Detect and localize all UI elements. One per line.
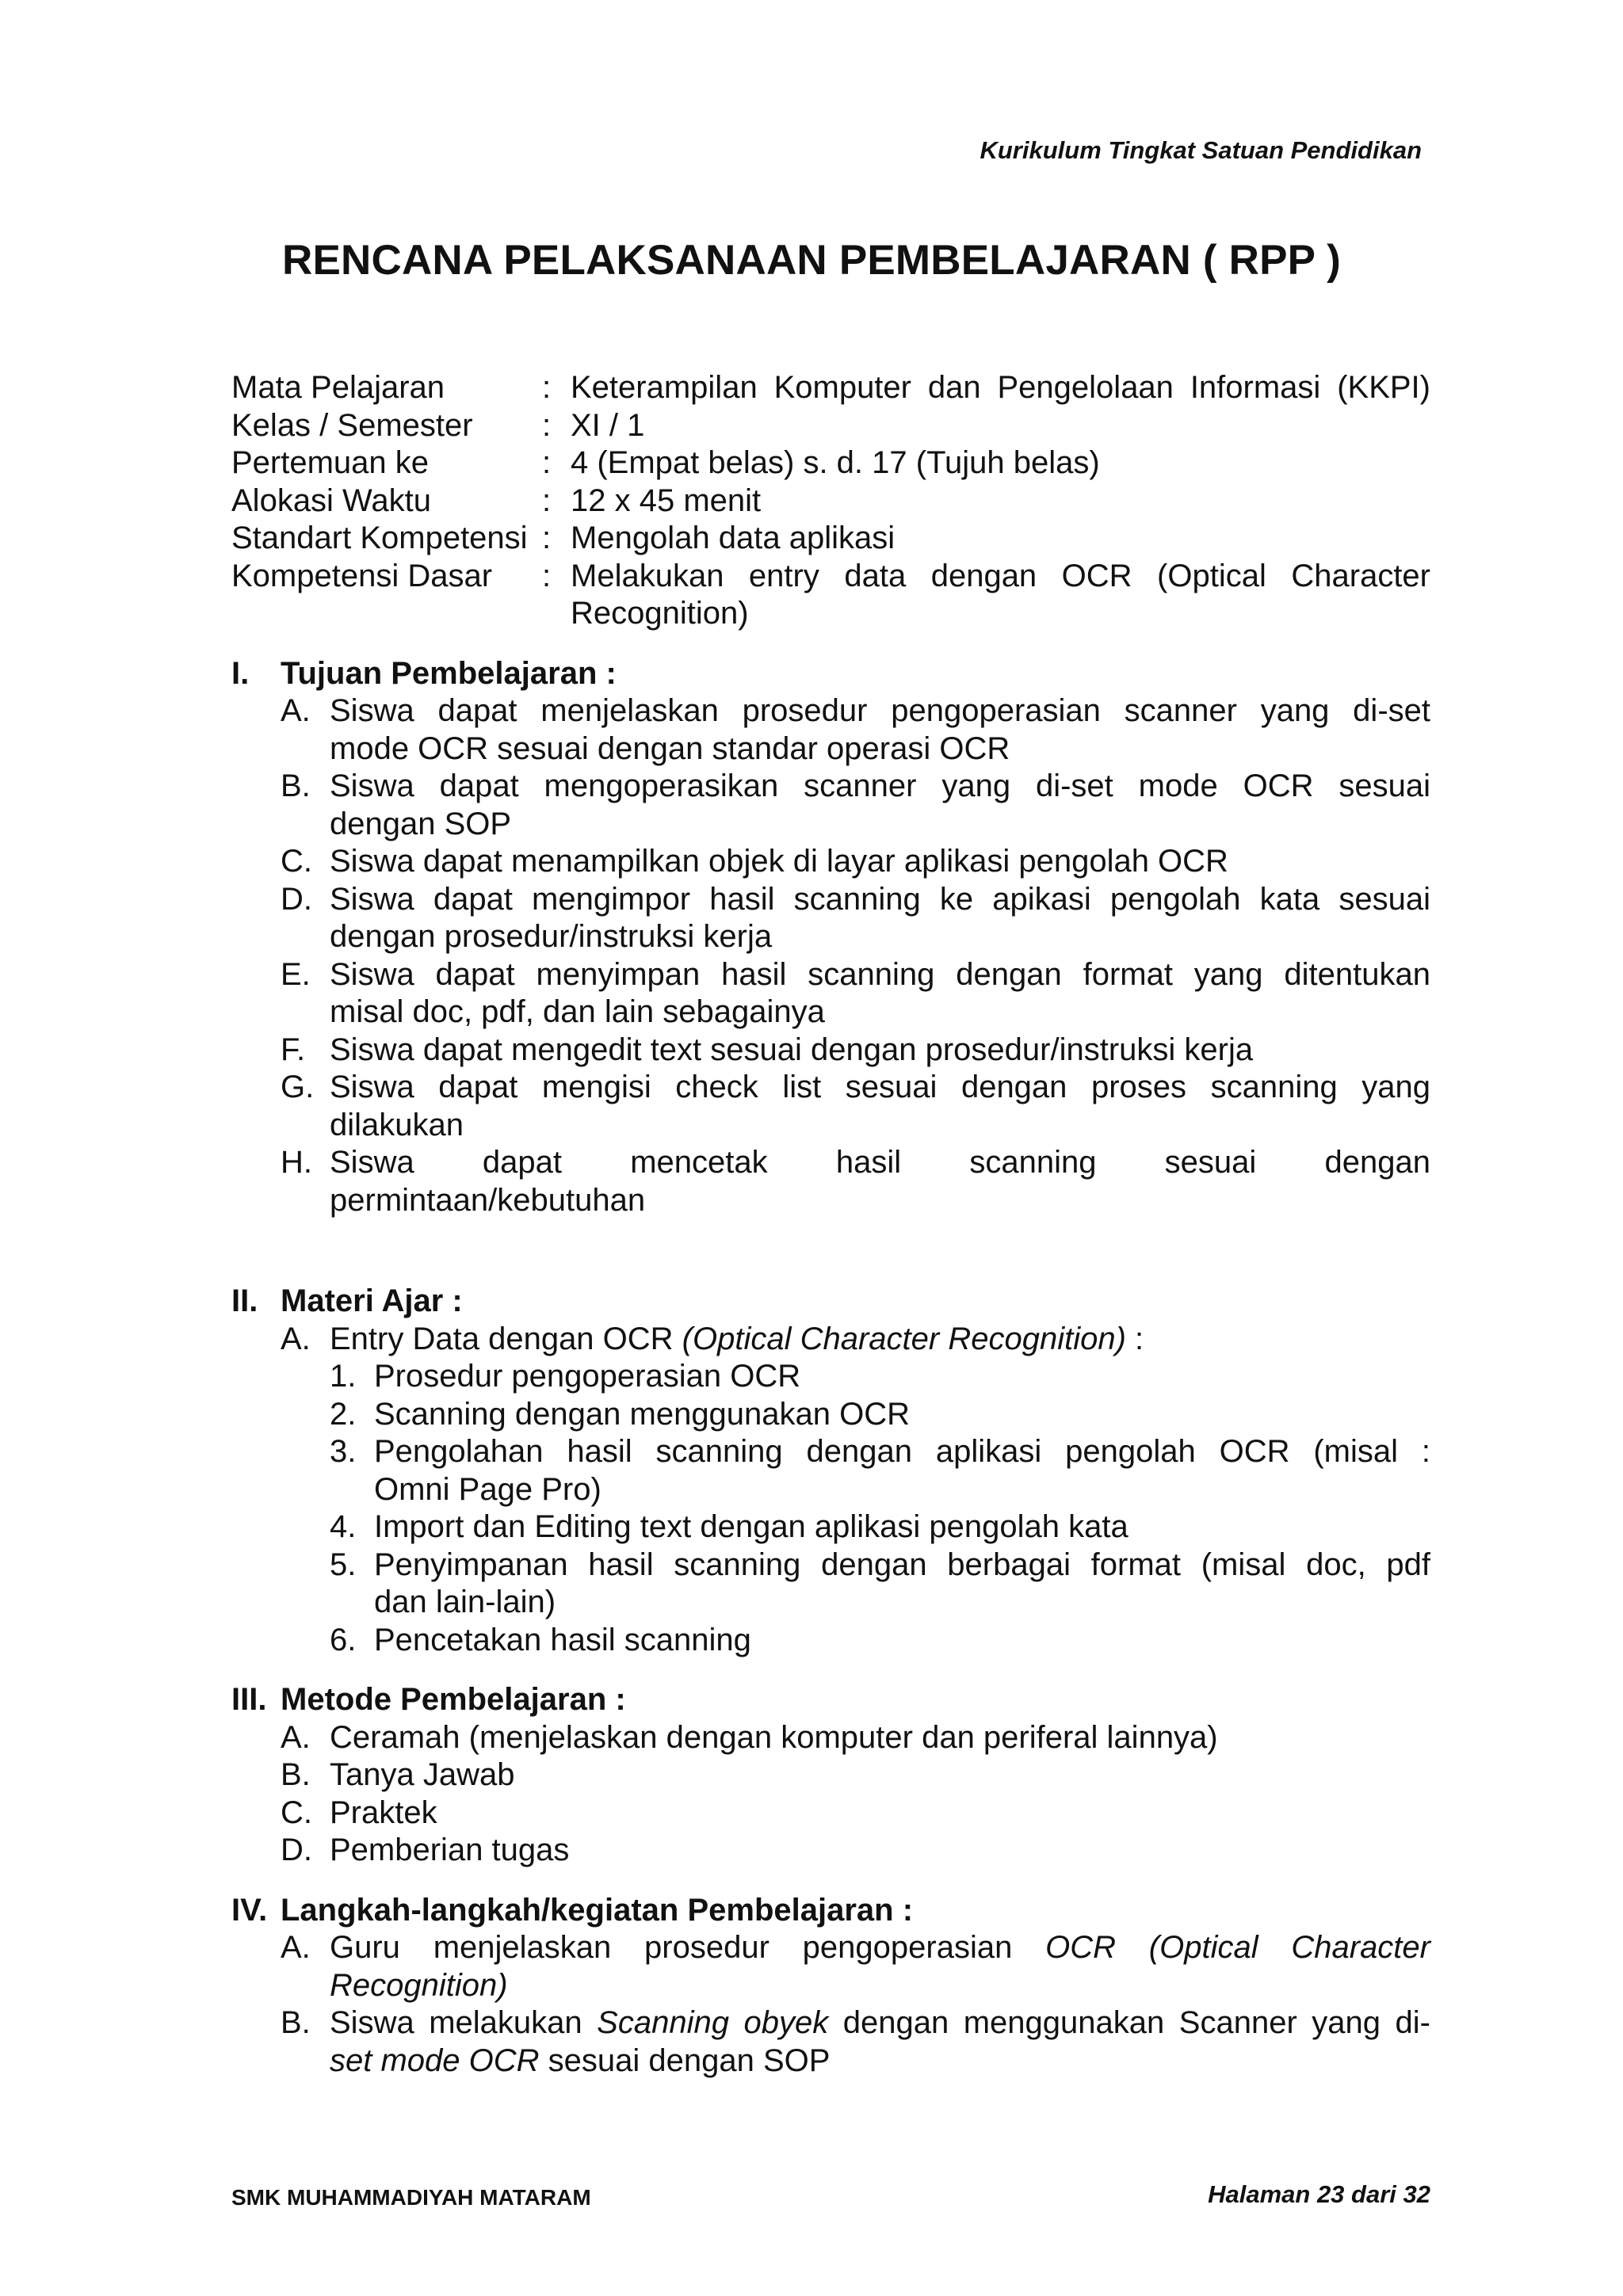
info-label: Standart Kompetensi <box>231 521 528 555</box>
info-row <box>231 482 1430 521</box>
sub-list-item <box>231 1396 1430 1434</box>
item-line: Omni Page Pro) <box>374 1471 601 1507</box>
item-text <box>330 1929 1430 2004</box>
item-text: Praktek <box>330 1794 437 1830</box>
info-value: 12 x 45 menit <box>571 482 762 518</box>
footer-page-number: Halaman 23 dari 32 <box>1208 2180 1430 2208</box>
info-value: Mengolah data aplikasi <box>571 521 896 555</box>
section-metode <box>231 1681 1430 1870</box>
section-langkah <box>231 1892 1430 2081</box>
item-line: misal doc, pdf, dan lain sebagainya <box>330 994 825 1029</box>
info-colon: : <box>542 407 552 443</box>
item-text <box>330 1032 1430 1070</box>
list-item <box>231 768 1430 843</box>
item-line: Siswa dapat menampilkan objek di layar aplikasi pengolah OCR <box>330 844 1228 879</box>
item-line: Import dan Editing text dengan aplikasi pengolah kata <box>374 1509 1128 1544</box>
section-number: III. <box>231 1682 267 1717</box>
item-letter: C. <box>281 844 312 879</box>
item-text <box>330 881 1430 956</box>
info-value-line: Melakukan entry data dengan OCR (Optical Character <box>571 558 1430 593</box>
item-text-part: Entry Data dengan OCR <box>330 1321 682 1356</box>
item-letter: F. <box>281 1032 306 1067</box>
item-number: 2. <box>330 1396 357 1432</box>
info-row <box>231 369 1430 407</box>
section-materi <box>231 1283 1430 1659</box>
item-text: Pemberian tugas <box>330 1833 570 1867</box>
item-line <box>330 1929 1430 1967</box>
sub-list-item <box>231 1547 1430 1622</box>
item-text <box>374 1508 1430 1547</box>
info-row <box>231 558 1430 633</box>
item-text: Tanya Jawab <box>330 1757 515 1792</box>
info-row <box>231 520 1430 558</box>
info-value: XI / 1 <box>571 407 645 443</box>
info-label: Mata Pelajaran <box>231 370 445 405</box>
item-text-italic: Recognition) <box>330 1967 508 2003</box>
item-text <box>330 2004 1430 2080</box>
info-colon: : <box>542 370 552 405</box>
list-item <box>231 1069 1430 1144</box>
sub-list-item <box>231 1358 1430 1396</box>
item-letter: B. <box>281 769 311 803</box>
sub-list-item <box>231 1433 1430 1508</box>
info-colon: : <box>542 445 552 480</box>
item-line: Penyimpanan hasil scanning dengan berbagai format (misal doc, pdf <box>374 1547 1430 1582</box>
section-title: Langkah-langkah/kegiatan Pembelajaran : <box>281 1892 914 1928</box>
item-letter: A. <box>281 1930 311 1965</box>
item-letter: A. <box>281 1719 311 1755</box>
item-line <box>330 2004 1430 2042</box>
page-title: RENCANA PELAKSANAAN PEMBELAJARAN ( RPP ) <box>281 237 1342 284</box>
info-value: 4 (Empat belas) s. d. 17 (Tujuh belas) <box>571 445 1100 480</box>
section-number: I. <box>231 655 250 691</box>
item-line <box>330 1967 1430 2005</box>
info-colon: : <box>542 482 552 518</box>
item-line: Scanning dengan menggunakan OCR <box>374 1396 911 1432</box>
item-line: dan lain-lain) <box>374 1585 556 1619</box>
list-item <box>231 2004 1430 2080</box>
item-number: 1. <box>330 1359 357 1394</box>
info-row <box>231 407 1430 445</box>
item-letter: A. <box>281 1321 311 1356</box>
item-text <box>330 956 1430 1032</box>
list-item <box>231 1756 1430 1794</box>
item-text: Ceramah (menjelaskan dengan komputer dan periferal lainnya) <box>330 1719 1218 1755</box>
section-title: Tujuan Pembelajaran : <box>281 655 617 691</box>
section-heading <box>231 655 1430 693</box>
info-colon: : <box>542 521 552 555</box>
item-text-italic: (Optical Character Recognition) <box>682 1321 1126 1356</box>
info-label: Pertemuan ke <box>231 445 430 480</box>
item-text <box>374 1547 1430 1622</box>
item-text <box>330 1321 1430 1359</box>
section-heading <box>231 1283 1430 1321</box>
item-text <box>374 1396 1430 1434</box>
item-line: dengan SOP <box>330 806 512 841</box>
item-text <box>374 1358 1430 1396</box>
sub-list-item <box>231 1508 1430 1547</box>
item-text-part: : <box>1125 1321 1144 1356</box>
item-letter: A. <box>281 693 311 728</box>
item-line: Siswa dapat menyimpan hasil scanning dengan format yang ditentukan <box>330 956 1430 992</box>
item-letter: B. <box>281 1757 311 1792</box>
list-item <box>231 1144 1430 1219</box>
item-line <box>330 2042 1430 2081</box>
item-line: dilakukan <box>330 1107 464 1142</box>
section-tujuan <box>231 655 1430 1220</box>
item-text <box>330 768 1430 843</box>
item-number: 3. <box>330 1434 357 1469</box>
document-body <box>231 369 1430 2080</box>
list-item <box>231 692 1430 768</box>
item-line: Siswa dapat mengisi check list sesuai dengan proses scanning yang <box>330 1070 1430 1104</box>
item-letter: D. <box>281 1833 312 1867</box>
list-item <box>231 1321 1430 1359</box>
item-line: Pengolahan hasil scanning dengan aplikasi pengolah OCR (misal : <box>374 1434 1430 1469</box>
item-number: 6. <box>330 1622 357 1657</box>
footer-school: SMK MUHAMMADIYAH MATARAM <box>231 2185 591 2210</box>
list-item <box>231 956 1430 1032</box>
list-item <box>231 1032 1430 1070</box>
item-text-italic: Scanning obyek <box>597 2005 829 2040</box>
item-line: Siswa dapat mengimpor hasil scanning ke apikasi pengolah kata sesuai <box>330 881 1430 917</box>
section-title: Materi Ajar : <box>281 1283 463 1318</box>
item-line: Siswa dapat menjelaskan prosedur pengoperasian scanner yang di-set <box>330 693 1430 728</box>
section-heading <box>231 1681 1430 1719</box>
item-text-part: dengan menggunakan Scanner yang di- <box>828 2005 1430 2040</box>
section-heading <box>231 1892 1430 1930</box>
section-title: Metode Pembelajaran : <box>281 1682 626 1717</box>
item-line: permintaan/kebutuhan <box>330 1182 646 1218</box>
item-line: Prosedur pengoperasian OCR <box>374 1359 801 1394</box>
item-text-part: Guru menjelaskan prosedur pengoperasian <box>330 1930 1046 1965</box>
sub-list-item <box>231 1622 1430 1660</box>
item-text <box>330 692 1430 768</box>
item-line: Pencetakan hasil scanning <box>374 1622 751 1657</box>
item-letter: G. <box>281 1070 315 1104</box>
list-item <box>231 881 1430 956</box>
item-line: Siswa dapat mengedit text sesuai dengan prosedur/instruksi kerja <box>330 1032 1254 1067</box>
item-letter: E. <box>281 956 311 992</box>
item-letter: D. <box>281 881 312 917</box>
item-line: mode OCR sesuai dengan standar operasi OCR <box>330 730 1010 766</box>
info-row <box>231 444 1430 482</box>
item-text-italic: OCR (Optical Character <box>1045 1930 1430 1965</box>
item-text <box>330 843 1430 881</box>
item-text-part: Siswa melakukan <box>330 2005 598 2040</box>
section-number: II. <box>231 1283 258 1318</box>
item-line: dengan prosedur/instruksi kerja <box>330 919 773 954</box>
list-item <box>231 843 1430 881</box>
info-label: Alokasi Waktu <box>231 482 431 518</box>
info-colon: : <box>542 558 552 593</box>
info-label: Kompetensi Dasar <box>231 558 493 593</box>
item-letter: H. <box>281 1145 312 1180</box>
list-item <box>231 1832 1430 1870</box>
spacer <box>231 1219 1430 1283</box>
list-item <box>231 1719 1430 1757</box>
list-item <box>231 1794 1430 1833</box>
section-number: IV. <box>231 1892 268 1928</box>
item-number: 5. <box>330 1547 357 1582</box>
info-value: Keterampilan Komputer dan Pengelolaan Informasi (KKPI) <box>571 370 1430 405</box>
item-text-italic: set mode OCR <box>330 2042 540 2078</box>
item-text <box>330 1069 1430 1144</box>
item-letter: C. <box>281 1794 312 1830</box>
item-text <box>374 1622 1430 1660</box>
info-label: Kelas / Semester <box>231 407 473 443</box>
item-number: 4. <box>330 1509 357 1544</box>
list-item <box>231 1929 1430 2004</box>
item-letter: B. <box>281 2005 311 2040</box>
info-value <box>571 558 1430 633</box>
info-value-line: Recognition) <box>571 596 749 631</box>
item-text-part: sesuai dengan SOP <box>539 2042 831 2078</box>
item-text <box>330 1144 1430 1219</box>
item-line: Siswa dapat mencetak hasil scanning sesuai dengan <box>330 1145 1430 1180</box>
item-text <box>374 1433 1430 1508</box>
info-table <box>231 369 1430 633</box>
item-line: Siswa dapat mengoperasikan scanner yang di-set mode OCR sesuai <box>330 769 1430 803</box>
curriculum-note: Kurikulum Tingkat Satuan Pendidikan <box>980 136 1422 164</box>
